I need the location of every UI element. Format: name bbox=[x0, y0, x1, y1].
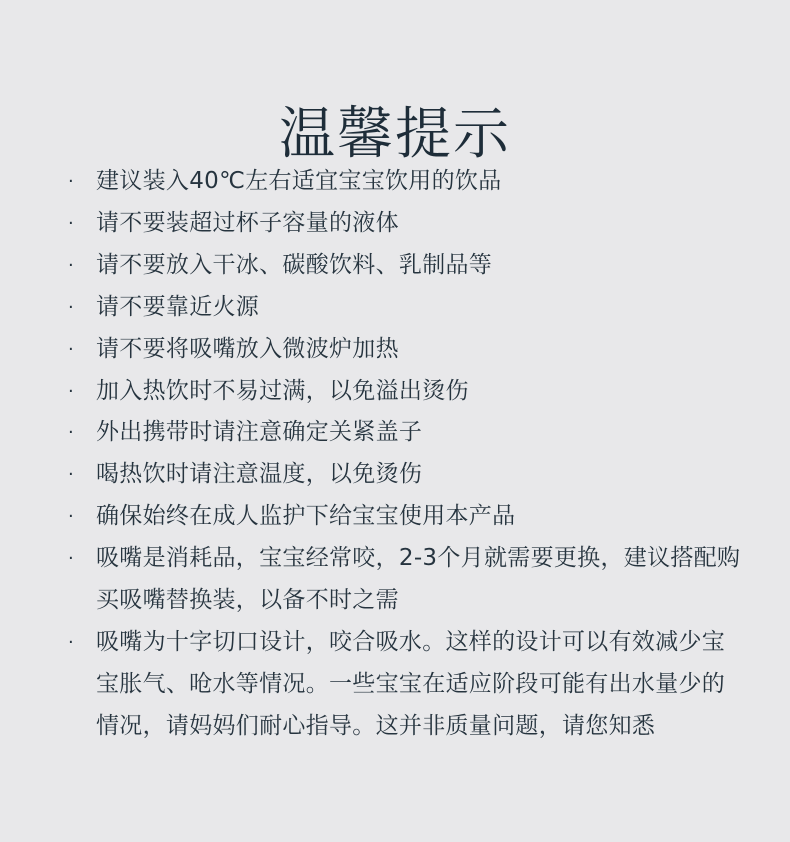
tip-text: 确保始终在成人监护下给宝宝使用本产品 bbox=[96, 503, 516, 530]
list-item bbox=[62, 203, 742, 245]
list-item bbox=[62, 161, 742, 203]
tip-text: 加入热饮时不易过满，以免溢出烫伤 bbox=[96, 377, 469, 404]
tip-text: 吸嘴是消耗品，宝宝经常咬，2-3个月就需要更换，建议搭配购买吸嘴替换装，以备不时之需 bbox=[96, 545, 741, 614]
bullet-icon: · bbox=[68, 338, 74, 360]
list-item bbox=[62, 412, 742, 454]
tip-text: 喝热饮时请注意温度，以免烫伤 bbox=[96, 461, 423, 488]
list-item bbox=[62, 245, 742, 287]
tip-text: 建议装入40℃左右适宜宝宝饮用的饮品 bbox=[96, 168, 502, 194]
bullet-icon: · bbox=[68, 631, 74, 653]
bullet-icon: · bbox=[68, 171, 74, 192]
list-item bbox=[62, 496, 742, 538]
tip-text: 请不要将吸嘴放入微波炉加热 bbox=[96, 335, 399, 362]
list-item bbox=[62, 371, 742, 413]
tip-text: 请不要靠近火源 bbox=[96, 293, 260, 320]
bullet-icon: · bbox=[68, 548, 74, 570]
list-item bbox=[62, 538, 742, 622]
tip-text: 吸嘴为十字切口设计，咬合吸水。这样的设计可以有效减少宝宝胀气、呛水等情况。一些宝宝在适应阶段可能有出水量少的情况，请妈妈们耐心指导。这并非质量问题，请您知悉 bbox=[96, 628, 726, 739]
tip-text: 请不要放入干冰、碳酸饮料、乳制品等 bbox=[96, 251, 493, 278]
bullet-icon: · bbox=[68, 212, 74, 234]
bullet-icon: · bbox=[68, 422, 74, 444]
list-item bbox=[62, 287, 742, 329]
list-item bbox=[62, 329, 742, 371]
bullet-icon: · bbox=[68, 506, 74, 528]
tips-list bbox=[62, 161, 742, 748]
page-title: 温馨提示 bbox=[279, 101, 511, 167]
tip-text: 请不要装超过杯子容量的液体 bbox=[96, 209, 399, 236]
list-item bbox=[62, 454, 742, 496]
bullet-icon: · bbox=[68, 296, 74, 318]
bullet-icon: · bbox=[68, 254, 74, 276]
list-item bbox=[62, 622, 742, 748]
tip-text: 外出携带时请注意确定关紧盖子 bbox=[96, 419, 423, 446]
bullet-icon: · bbox=[68, 464, 74, 486]
bullet-icon: · bbox=[68, 380, 74, 402]
